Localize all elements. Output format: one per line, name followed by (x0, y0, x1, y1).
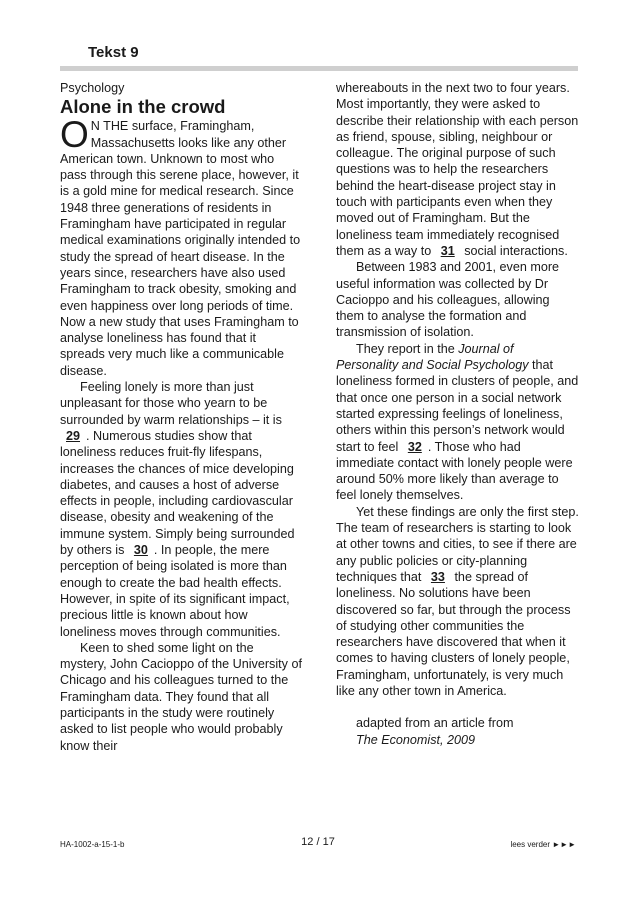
paragraph-3: Keen to shed some light on the mystery, John Cacioppo of the University of Chicago and his colleagues turned to the Framingham data. They found that all participants in the study were routinely asked to list people who would probably know their (60, 640, 302, 753)
paragraph-2-text-a: Feeling lonely is more than just unpleasant for those who yearn to be surrounded by warm relationships – it is (60, 380, 282, 427)
gap-33: 33 (430, 569, 445, 584)
drop-cap: O (60, 114, 89, 156)
next-page-indicator: lees verder ►►► (510, 840, 576, 849)
source-line-2: The Economist, 2009 (356, 732, 476, 747)
page-number: 12 / 17 (301, 836, 335, 848)
paragraph-5-text-b: that loneliness formed in clusters of people, and that once one person in a social network started expressing feelings of loneliness, others within this person’s network would start to feel (336, 358, 579, 454)
gap-29: 29 (66, 428, 81, 443)
paragraph-6 (336, 504, 579, 700)
source-line-1: adapted from an article from (356, 716, 514, 731)
paragraph-5-text-c: . Those who had immediate contact with lonely people were around 50% more likely than average to feel lonely themselves. (336, 439, 573, 503)
footer-code: HA-1002-a-15-1-b (60, 840, 125, 849)
paragraph-2 (60, 379, 303, 640)
paragraph-5-text-a: They report in the (356, 341, 455, 356)
paragraph-3-cont-text-b: social interactions. (464, 243, 568, 258)
journal-title: Journal of Personality and Social Psychology (336, 341, 529, 373)
paragraph-2-text-b: . Numerous studies show that loneliness reduces fruit-fly lifespans, increases the chances of mice developing diabetes, and causes a host of adverse effects in people, including cardiovascular disease, obesity and weakening of the immune system. Simply being surrounded by others is (60, 428, 295, 558)
gap-31: 31 (440, 243, 455, 258)
article-category: Psychology (60, 81, 125, 95)
page-title: Tekst 9 (88, 44, 139, 61)
paragraph-3-continued (336, 80, 579, 259)
paragraph-3-cont-text-a: whereabouts in the next two to four years. Most importantly, they were asked to describe their relationship with each person as friend, spouse, sibling, neighbour or colleague. The original purpose of such questions was to help the researchers behind the heart-disease project stay in touch with participants even when they moved out of Framingham. But the loneliness team immediately recognised them as a way to (336, 81, 579, 258)
paragraph-1-text: N THE surface, Framingham, Massachusetts looks like any other American town. Unknown to most who pass through this serene place, however, it is a gold mine for medical research. Since 1948 three generations of residents in Framingham have participated in regular medical examinations originally intended to study the spread of heart disease. In the years since, researchers have also used Framingham to track obesity, smoking and even happiness over long periods of time. Now a new study that uses Framingham to analyse loneliness has found that it spreads very much like a communicable disease. (60, 119, 301, 378)
paragraph-1 (60, 114, 303, 379)
header-rule (60, 66, 578, 71)
paragraph-6-text-b: the spread of loneliness. No solutions have been discovered so far, but through the process of studying other communities the researchers have discovered that when it comes to having clusters of lonely people, Framingham, unfortunately, is very much like any other town in America. (336, 569, 571, 698)
gap-32: 32 (407, 439, 422, 454)
left-column (60, 80, 303, 754)
paragraph-2-text-c: . In people, the mere perception of being isolated is more than enough to create the bad health effects. However, in spite of its significant impact, precious little is known about how loneliness moves through communities. (60, 543, 290, 639)
article-headline: Alone in the crowd (60, 96, 226, 118)
paragraph-6-text-a: Yet these findings are only the first step. The team of researchers is starting to look at other towns and cities, to see if there are any public policies or city-planning techniques that (336, 504, 579, 584)
paragraph-5 (336, 341, 579, 504)
paragraph-4: Between 1983 and 2001, even more useful information was collected by Dr Cacioppo and his colleagues, allowing them to analyse the formation and transmission of isolation. (336, 260, 560, 340)
gap-30: 30 (133, 543, 148, 558)
right-column (336, 80, 579, 748)
